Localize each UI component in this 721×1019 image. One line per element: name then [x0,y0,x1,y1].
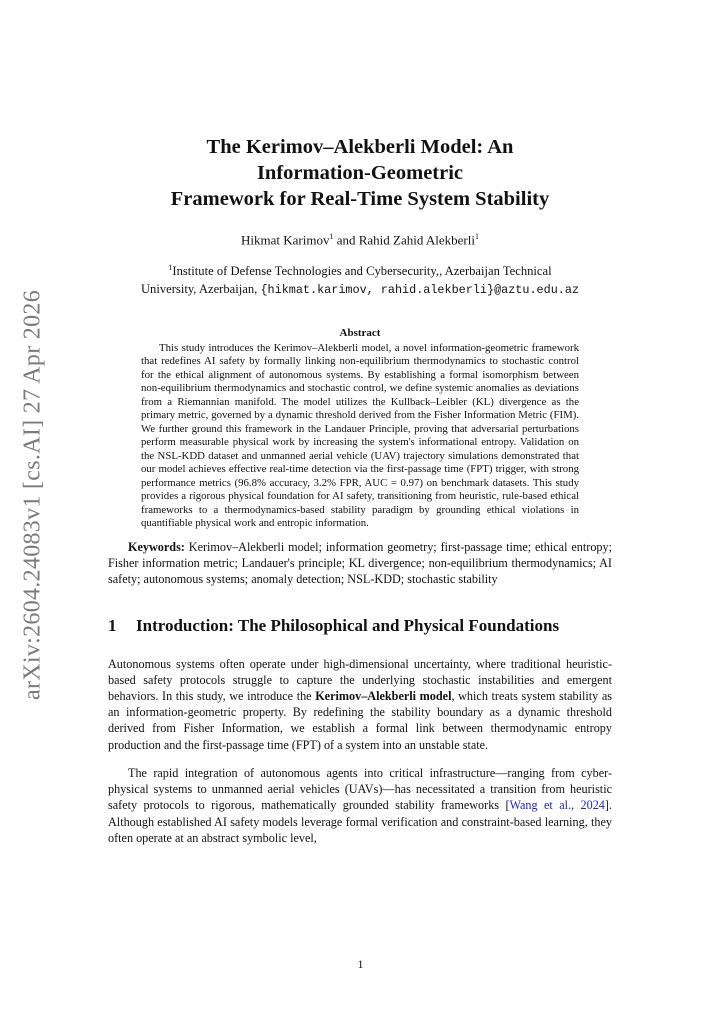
paragraph-text: ]. Although established AI safety models leverage formal verification and constraint-based learning, they often operate at an abstract symbolic level, [108,798,612,845]
affiliation [108,259,612,298]
model-name-bold: Kerimov–Alekberli model [315,688,452,703]
keywords-label: Keywords: [128,539,185,554]
intro-paragraph-1 [108,656,612,753]
affiliation-line-2: University, Azerbaijan, [140,281,261,296]
section-number: 1 [108,615,117,635]
keywords [108,539,612,587]
author-conjunction: and [333,232,359,248]
paper-page [108,0,612,858]
keywords-text: Kerimov–Alekberli model; information geometry; first-passage time; ethical entropy; Fisher information metric; Landauer's principle; KL divergence; non-equilibrium thermodynamics; AI safety; autonomous systems; anomaly detection; NSL-KDD; stochastic stability [108,539,612,586]
abstract-text: This study introduces the Kerimov–Alekberli model, a novel information-geometric framework that redefines AI safety by formally linking non-equilibrium thermodynamics to stochastic control for the ethical alignment of autonomous systems. By establishing a formal isomorphism between non-equilibrium thermodynamics and stochastic control, we define systemic anomalies as deviations from a Riemannian manifold. The model utilizes the Kullback–Leibler (KL) divergence as the primary metric, governed by a dynamic threshold derived from the Fisher Information Metric (FIM). We further ground this framework in the Landauer Principle, proving that adversarial perturbations perform measurable physical work by increasing the system's informational entropy. Validation on the NSL-KDD dataset and unmanned aerial vehicle (UAV) trajectory simulations demonstrated that our model achieves effective real-time detection via the first-passage time (FPT) trigger, with strong performance metrics (96.8% accuracy, 3.2% FPR, AUC = 0.97) on benchmark datasets. This study provides a rigorous physical foundation for AI safety, transitioning from heuristic, rule-based ethical frameworks to a thermodynamics-based stability paradigm by grounding ethical violations in quantifiable physical work and entropic information. [141,341,579,530]
affiliation-marker: 1 [475,232,479,241]
section-heading [108,615,612,637]
citation-link[interactable]: Wang et al., 2024 [509,798,605,813]
paper-title [108,134,612,212]
arxiv-identifier: arXiv:2604.24083v1 [cs.AI] 27 Apr 2026 [19,289,46,701]
title-line-2: Information-Geometric [256,162,464,184]
author-name: Rahid Zahid Alekberli [358,232,475,248]
author-emails[interactable]: {hikmat.karimov, rahid.alekberli}@aztu.edu.az [260,282,580,297]
page-number: 1 [357,957,364,971]
affiliation-marker: 1 [168,263,173,273]
affiliation-line-1: Institute of Defense Technologies and Cybersecurity,, Azerbaijan Technical [172,264,552,279]
abstract-heading: Abstract [339,326,381,339]
paragraph-text: The rapid integration of autonomous agents into critical infrastructure—ranging from cyber-physical systems to unmanned aerial vehicles (UAVs)—has necessitated a transition from heuristic safety protocols to rigorous, mathematically grounded stability frameworks [ [108,765,612,813]
paragraph-text: Autonomous systems often operate under high-dimensional uncertainty, where traditional heuristic-based safety protocols struggle to capture the underlying stochastic instabilities and emergent behaviors. In this study, we introduce the [108,656,612,703]
affiliation-marker: 1 [329,232,334,241]
title-line-1: The Kerimov–Alekberli Model: An [206,136,514,158]
paragraph-text: , which treats system stability as an information-geometric property. By redefining the stability boundary as a dynamic threshold derived from Fisher Information, we establish a formal link between thermodynamic entropy production and the first-passage time (FPT) of a system into an unstable state. [108,688,612,752]
intro-paragraph-2 [108,765,612,846]
author-name: Hikmat Karimov [240,232,330,248]
section-title: Introduction: The Philosophical and Physical Foundations [136,615,560,635]
author-list [108,232,612,248]
title-line-3: Framework for Real-Time System Stability [170,188,550,210]
